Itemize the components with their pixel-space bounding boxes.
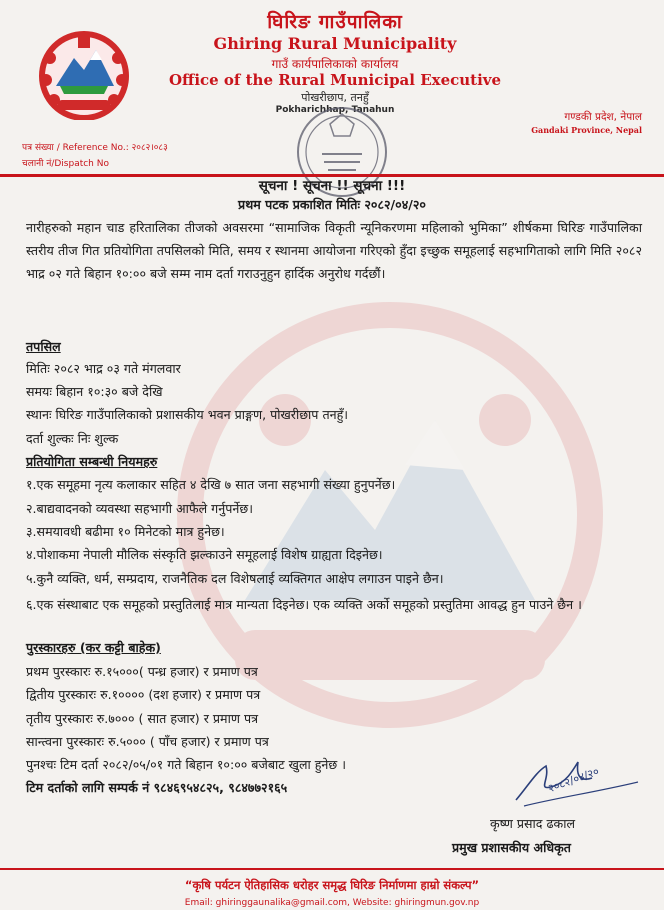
- province-np: गण्डकी प्रदेश, नेपाल: [564, 111, 642, 123]
- province-en: Gandaki Province, Nepal: [531, 125, 642, 135]
- prize-item: सान्त्वना पुरस्कारः रु.५००० ( पाँच हजार) र प्रमाण पत्र: [26, 734, 269, 749]
- footer-divider: [0, 868, 664, 870]
- details-heading: तपसिल: [26, 339, 61, 354]
- event-date: मितिः २०८२ भाद्र ०३ गते मंगलवार: [26, 361, 181, 376]
- footer-contact: Email: ghiringgaunalika@gmail.com, Website: ghiringmun.gov.np: [184, 898, 480, 908]
- rule-item: ६.एक संस्थाबाट एक समूहको प्रस्तुतिलाई मात्र मान्यता दिइनेछ। एक व्यक्ति अर्को समूहको प्रस्तुतिमा आवद्ध हुन पाउने छैन ।: [26, 597, 582, 612]
- event-time: समयः बिहान १०:३० बजे देखि: [26, 384, 163, 399]
- office-name-np: गाउँ कार्यपालिकाको कार्यालय: [271, 57, 399, 71]
- header-divider: [0, 174, 664, 177]
- nepal-emblem-icon: [34, 28, 134, 120]
- reference-number: पत्र संख्या / Reference No.: २०८२।०८३: [22, 143, 168, 153]
- signature-date: २०८२/०४/२०: [546, 764, 601, 796]
- signatory-name: कृष्ण प्रसाद ढकाल: [490, 816, 576, 831]
- footer-slogan: “कृषि पर्यटन ऐतिहासिक धरोहर समृद्ध घिरिङ निर्माणमा हाम्रो संकल्प”: [184, 878, 480, 892]
- rule-item: १.एक समूहमा नृत्य कलाकार सहित ४ देखि ७ सात जना सहभागी संख्या हुनुपर्नेछ।: [26, 477, 396, 492]
- dispatch-number: चलानी नं/Dispatch No: [22, 159, 109, 169]
- municipality-name-en: Ghiring Rural Municipality: [213, 34, 457, 53]
- address-np: पोखरीछाप, तनहुँ: [301, 91, 369, 104]
- prize-item: प्रथम पुरस्कारः रु.१५०००( पन्ध्र हजार) र प्रमाण पत्र: [26, 664, 258, 679]
- prize-item: तृतीय पुरस्कारः रु.७००० ( सात हजार) र प्रमाण पत्र: [26, 711, 259, 726]
- municipality-name-np: घिरिङ गाउँपालिका: [267, 11, 403, 33]
- watermark-emblem-icon: [175, 300, 605, 750]
- signatory-designation: प्रमुख प्रशासकीय अधिकृत: [452, 840, 571, 855]
- notice-paragraph: नारीहरुको महान चाड हरितालिका तीजको अवसरमा “सामाजिक विकृती न्यूनिकरणमा महिलाको भुमिका” शीर्षकमा घिरिङ गाउँपालिका स्तरीय तीज गित प्रतियोगिता तपसिलको मिति, समय र स्थानमा आयोजना गरिएको हुँदा इच्छुक समूहलाई सहभागिताको लागि मिति २०८२ भाद्र ०२ गते बिहान १०:०० बजे सम्म नाम दर्ता गराउनुहुन हार्दिक अनुरोध गर्दछौं।: [26, 220, 642, 281]
- event-venue: स्थानः घिरिङ गाउँपालिकाको प्रशासकीय भवन प्राङ्गण, पोखरीछाप तनहुँ।: [26, 407, 349, 422]
- registration-fee: दर्ता शुल्कः निः शुल्क: [26, 431, 119, 446]
- notice-heading: सूचना ! सूचना !! सूचना !!!: [258, 178, 406, 194]
- rule-item: ५.कुनै व्यक्ति, धर्म, सम्प्रदाय, राजनैतिक दल विशेषलाई व्यक्तिगत आक्षेप लगाउन पाइने छैन।: [26, 571, 444, 586]
- rules-heading: प्रतियोगिता सम्बन्धी नियमहरु: [26, 454, 158, 469]
- rule-item: २.बाद्यवादनको व्यवस्था सहभागी आफैले गर्नुपर्नेछ।: [26, 501, 254, 516]
- address-en: Pokharichhap, Tanahun: [275, 105, 395, 115]
- contact-numbers: टिम दर्ताको लागि सम्पर्क नं ९८४६९५४८२५, ९८४७७२१६५: [26, 780, 288, 795]
- rule-item: ४.पोशाकमा नेपाली मौलिक संस्कृति झल्काउने समूहलाई विशेष ग्राह्यता दिइनेछ।: [26, 547, 383, 562]
- prize-item: द्वितीय पुरस्कारः रु.१०००० (दश हजार) र प्रमाण पत्र: [26, 687, 261, 702]
- rule-item: ३.समयावधी बढीमा १० मिनेटको मात्र हुनेछ।: [26, 524, 225, 539]
- office-name-en: Office of the Rural Municipal Executive: [168, 71, 502, 89]
- published-date: प्रथम पटक प्रकाशित मितिः २०८२/०४/२०: [238, 197, 426, 212]
- prizes-heading: पुरस्कारहरु (कर कट्टी बाहेक): [26, 640, 161, 655]
- registration-opening: पुनश्चः टिम दर्ता २०८२/०५/०१ गते बिहान १०:०० बजेबाट खुला हुनेछ ।: [26, 757, 347, 772]
